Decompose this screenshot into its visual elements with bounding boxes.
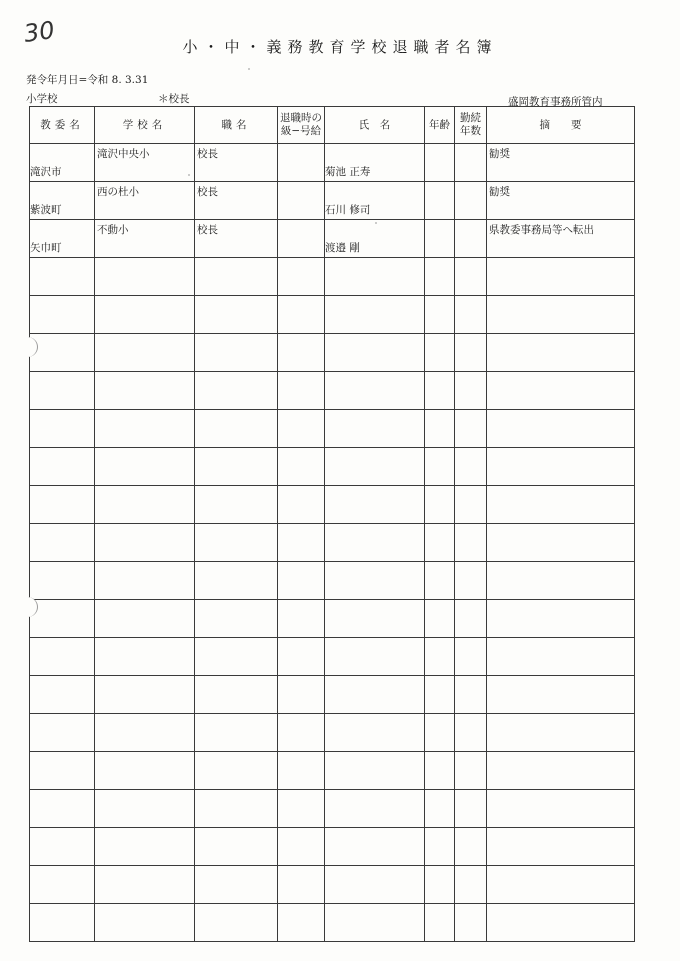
cell-age (425, 296, 455, 334)
header-years: 勤続 年数 (455, 107, 487, 144)
school-type: 小学校 (26, 93, 58, 105)
cell-grade (278, 790, 325, 828)
cell-name (325, 410, 425, 448)
issue-date: 発令年月日=令和 8. 3.31 (26, 74, 149, 86)
cell-position (195, 486, 278, 524)
cell-position (195, 258, 278, 296)
cell-remarks (487, 866, 635, 904)
cell-years (455, 600, 487, 638)
cell-remarks (487, 904, 635, 942)
cell-position (195, 562, 278, 600)
cell-grade (278, 524, 325, 562)
cell-name (325, 562, 425, 600)
cell-years (455, 676, 487, 714)
page-number: 30 (22, 16, 57, 48)
cell-remarks (487, 790, 635, 828)
cell-age (425, 600, 455, 638)
cell-board (30, 486, 95, 524)
cell-age (425, 486, 455, 524)
empty-row (30, 828, 635, 866)
cell-name (325, 676, 425, 714)
cell-board (30, 714, 95, 752)
scan-speck (248, 68, 250, 70)
cell-age (425, 182, 455, 220)
cell-board (30, 790, 95, 828)
cell-years (455, 828, 487, 866)
cell-remarks (487, 296, 635, 334)
cell-board: 滝沢市 (30, 144, 95, 182)
header-position: 職名 (195, 107, 278, 144)
cell-position (195, 904, 278, 942)
cell-grade (278, 410, 325, 448)
cell-years (455, 562, 487, 600)
cell-school (95, 524, 195, 562)
cell-remarks: 勧奨 (487, 144, 635, 182)
cell-position (195, 676, 278, 714)
cell-age (425, 372, 455, 410)
empty-row (30, 448, 635, 486)
empty-row (30, 752, 635, 790)
cell-position (195, 752, 278, 790)
cell-school: 西の杜小 (95, 182, 195, 220)
cell-age (425, 524, 455, 562)
cell-board: 紫波町 (30, 182, 95, 220)
empty-row (30, 258, 635, 296)
cell-school (95, 334, 195, 372)
cell-remarks (487, 752, 635, 790)
cell-school: 不動小 (95, 220, 195, 258)
scan-speck (188, 174, 190, 176)
cell-board (30, 676, 95, 714)
cell-age (425, 790, 455, 828)
cell-name (325, 790, 425, 828)
cell-position: 校長 (195, 144, 278, 182)
cell-name (325, 258, 425, 296)
cell-name (325, 524, 425, 562)
cell-remarks (487, 258, 635, 296)
header-remarks: 摘 要 (487, 107, 635, 144)
cell-years (455, 334, 487, 372)
cell-age (425, 448, 455, 486)
cell-school (95, 372, 195, 410)
cell-age (425, 752, 455, 790)
cell-years (455, 752, 487, 790)
table-row (30, 182, 635, 220)
cell-position (195, 714, 278, 752)
cell-position (195, 296, 278, 334)
cell-school (95, 752, 195, 790)
cell-age (425, 714, 455, 752)
cell-name (325, 752, 425, 790)
cell-grade (278, 182, 325, 220)
cell-school (95, 562, 195, 600)
cell-school (95, 448, 195, 486)
cell-grade (278, 258, 325, 296)
cell-years (455, 258, 487, 296)
cell-grade (278, 714, 325, 752)
cell-age (425, 828, 455, 866)
cell-name (325, 866, 425, 904)
cell-position: 校長 (195, 182, 278, 220)
cell-age (425, 144, 455, 182)
header-row (30, 107, 635, 144)
cell-board (30, 372, 95, 410)
cell-position (195, 372, 278, 410)
cell-board (30, 600, 95, 638)
empty-row (30, 790, 635, 828)
cell-age (425, 410, 455, 448)
cell-years (455, 448, 487, 486)
cell-school (95, 600, 195, 638)
cell-years (455, 182, 487, 220)
cell-name (325, 448, 425, 486)
cell-school (95, 904, 195, 942)
cell-remarks (487, 486, 635, 524)
cell-remarks: 県教委事務局等へ転出 (487, 220, 635, 258)
cell-position (195, 448, 278, 486)
cell-grade (278, 676, 325, 714)
empty-row (30, 296, 635, 334)
header-school: 学校名 (95, 107, 195, 144)
cell-school (95, 296, 195, 334)
cell-grade (278, 334, 325, 372)
cell-grade (278, 600, 325, 638)
cell-grade (278, 752, 325, 790)
cell-remarks (487, 714, 635, 752)
cell-position (195, 790, 278, 828)
cell-board (30, 562, 95, 600)
header-name: 氏 名 (325, 107, 425, 144)
cell-board (30, 904, 95, 942)
cell-school (95, 790, 195, 828)
cell-school (95, 638, 195, 676)
cell-age (425, 904, 455, 942)
cell-remarks: 勧奨 (487, 182, 635, 220)
cell-name (325, 486, 425, 524)
cell-years (455, 410, 487, 448)
cell-school (95, 410, 195, 448)
header-grade: 退職時の 級−号給 (278, 107, 325, 144)
cell-remarks (487, 638, 635, 676)
cell-position (195, 638, 278, 676)
cell-school: 滝沢中央小 (95, 144, 195, 182)
cell-position (195, 524, 278, 562)
cell-remarks (487, 524, 635, 562)
empty-row (30, 562, 635, 600)
cell-position (195, 600, 278, 638)
cell-position (195, 410, 278, 448)
cell-name (325, 296, 425, 334)
punch-hole (17, 597, 38, 617)
cell-name: 渡邉 剛 (325, 220, 425, 258)
cell-school (95, 258, 195, 296)
cell-remarks (487, 828, 635, 866)
cell-name (325, 334, 425, 372)
cell-remarks (487, 676, 635, 714)
retirees-table (29, 106, 635, 942)
cell-school (95, 866, 195, 904)
cell-school (95, 828, 195, 866)
cell-name: 菊池 正寿 (325, 144, 425, 182)
cell-years (455, 486, 487, 524)
cell-position (195, 828, 278, 866)
cell-name: 石川 修司 (325, 182, 425, 220)
cell-age (425, 866, 455, 904)
cell-age (425, 638, 455, 676)
cell-board: 矢巾町 (30, 220, 95, 258)
empty-row (30, 866, 635, 904)
cell-remarks (487, 372, 635, 410)
empty-row (30, 714, 635, 752)
table-row (30, 144, 635, 182)
empty-row (30, 486, 635, 524)
cell-grade (278, 904, 325, 942)
cell-board (30, 866, 95, 904)
cell-grade (278, 638, 325, 676)
cell-position (195, 334, 278, 372)
cell-grade (278, 866, 325, 904)
cell-board (30, 828, 95, 866)
empty-row (30, 600, 635, 638)
cell-grade (278, 486, 325, 524)
cell-years (455, 638, 487, 676)
cell-years (455, 220, 487, 258)
cell-remarks (487, 562, 635, 600)
header-age: 年齢 (425, 107, 455, 144)
cell-grade (278, 296, 325, 334)
cell-name (325, 828, 425, 866)
cell-grade (278, 562, 325, 600)
cell-years (455, 714, 487, 752)
empty-row (30, 904, 635, 942)
cell-grade (278, 144, 325, 182)
cell-age (425, 676, 455, 714)
cell-school (95, 486, 195, 524)
cell-name (325, 372, 425, 410)
header-board: 教委名 (30, 107, 95, 144)
cell-age (425, 220, 455, 258)
cell-grade (278, 220, 325, 258)
cell-board (30, 638, 95, 676)
cell-age (425, 334, 455, 372)
cell-board (30, 524, 95, 562)
cell-years (455, 866, 487, 904)
cell-board (30, 448, 95, 486)
empty-row (30, 334, 635, 372)
cell-years (455, 144, 487, 182)
cell-name (325, 714, 425, 752)
empty-row (30, 410, 635, 448)
cell-remarks (487, 600, 635, 638)
cell-years (455, 790, 487, 828)
cell-age (425, 258, 455, 296)
scan-speck (375, 222, 377, 224)
cell-name (325, 904, 425, 942)
cell-board (30, 296, 95, 334)
empty-row (30, 372, 635, 410)
cell-school (95, 714, 195, 752)
cell-position (195, 866, 278, 904)
cell-years (455, 904, 487, 942)
empty-row (30, 524, 635, 562)
cell-grade (278, 372, 325, 410)
office-name: 盛岡教育事務所管内 (508, 96, 603, 108)
cell-position: 校長 (195, 220, 278, 258)
cell-age (425, 562, 455, 600)
cell-years (455, 372, 487, 410)
cell-name (325, 638, 425, 676)
cell-grade (278, 828, 325, 866)
empty-row (30, 638, 635, 676)
document-title: 小・中・義務教育学校退職者名簿 (182, 38, 498, 56)
cell-board (30, 258, 95, 296)
cell-remarks (487, 410, 635, 448)
cell-school (95, 676, 195, 714)
cell-board (30, 752, 95, 790)
cell-board (30, 410, 95, 448)
cell-name (325, 600, 425, 638)
cell-grade (278, 448, 325, 486)
cell-remarks (487, 448, 635, 486)
table-row (30, 220, 635, 258)
cell-years (455, 524, 487, 562)
cell-remarks (487, 334, 635, 372)
punch-hole (17, 337, 38, 357)
cell-board (30, 334, 95, 372)
cell-years (455, 296, 487, 334)
position-note: ＊校長 (158, 93, 190, 105)
empty-row (30, 676, 635, 714)
